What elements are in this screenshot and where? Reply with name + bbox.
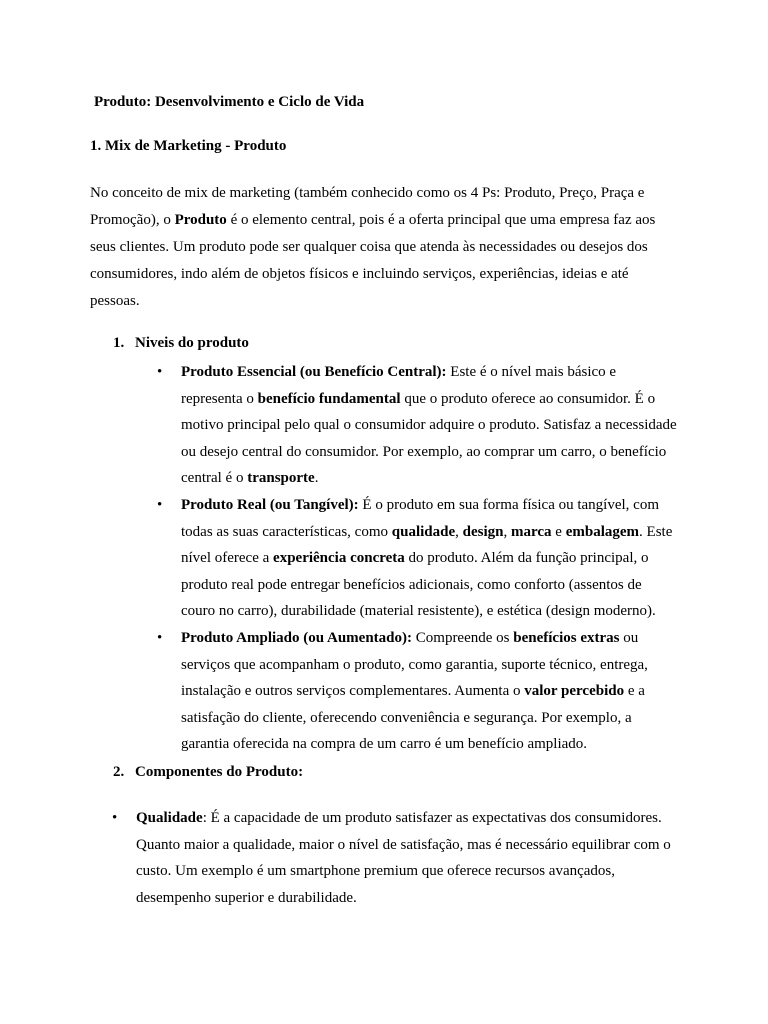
item-bold: qualidade bbox=[391, 523, 456, 540]
item-bold: transporte bbox=[247, 470, 315, 487]
list-heading-niveis bbox=[113, 333, 249, 353]
item-bold: valor percebido bbox=[524, 683, 625, 700]
item-term: Produto Essencial (ou Benefício Central): bbox=[181, 364, 447, 380]
list-heading-text: Componentes do Produto: bbox=[135, 764, 304, 780]
list-heading-text: Niveis do produto bbox=[135, 335, 249, 351]
intro-text-1: No conceito de mix de marketing (também conhecido como os 4 Ps: Produto, Preço, Praça e Promoção), o bbox=[90, 185, 645, 228]
list-item-produto-essencial bbox=[157, 359, 677, 492]
document-title: Produto: Desenvolvimento e Ciclo de Vida bbox=[94, 94, 365, 110]
intro-paragraph bbox=[90, 180, 670, 315]
item-bold: design bbox=[462, 523, 504, 540]
item-bold: benefícios extras bbox=[513, 629, 620, 646]
bullet-icon: • bbox=[157, 364, 163, 380]
item-text: que o produto oferece ao consumidor. É o motivo principal pelo qual o consumidor adquire o produto. Satisfaz a necessidade ou desejo central do consumidor. Por exemplo, ao comprar um carro, o benefício central é o bbox=[181, 390, 677, 487]
list-heading-componentes bbox=[113, 762, 303, 782]
item-text: . Este nível oferece a bbox=[181, 523, 673, 567]
item-term: Produto Ampliado (ou Aumentado): bbox=[181, 629, 413, 646]
item-text: ou serviços que acompanham o produto, como garantia, suporte técnico, entrega, instalação e outros serviços complementares. Aumenta o bbox=[181, 629, 648, 700]
list-number: 2. bbox=[113, 764, 125, 780]
niveis-bullet-list bbox=[157, 359, 677, 758]
section-heading-mix-marketing: 1. Mix de Marketing - Produto bbox=[90, 138, 287, 154]
intro-bold-produto: Produto bbox=[174, 212, 227, 228]
item-text: e a satisfação do cliente, oferecendo conveniência e segurança. Por exemplo, a garantia oferecida na compra de um carro é um benefício ampliado. bbox=[181, 683, 645, 753]
item-text: Este é o nível mais básico e representa o bbox=[181, 364, 617, 407]
list-item-produto-ampliado bbox=[157, 625, 677, 758]
item-text: É o produto em sua forma física ou tangível, com todas as suas características, como bbox=[181, 496, 659, 540]
item-text: Compreende os bbox=[412, 629, 514, 646]
item-bold: marca bbox=[511, 523, 552, 540]
item-text: , bbox=[503, 523, 511, 540]
item-bold: benefício fundamental bbox=[257, 390, 401, 407]
item-text: do produto. Além da função principal, o produto real pode entregar benefícios adicionais, como conforto (assentos de couro no carro), durabilidade (material resistente), e estética (design moderno). bbox=[181, 550, 656, 620]
item-text: . bbox=[314, 470, 319, 487]
item-text: e bbox=[551, 523, 566, 540]
item-text: , bbox=[455, 523, 463, 540]
item-bold: experiência concreta bbox=[273, 550, 405, 567]
item-term: Qualidade bbox=[136, 810, 203, 826]
item-text: : É a capacidade de um produto satisfazer as expectativas dos consumidores. Quanto maior a qualidade, maior o nível de satisfação, mas é necessário equilibrar com o custo. Um exemplo é um smartphone premium que oferece recursos avançados, desempenho superior e durabilidade. bbox=[136, 810, 671, 906]
list-item-produto-real bbox=[157, 492, 677, 625]
list-number: 1. bbox=[113, 335, 125, 351]
list-item-qualidade bbox=[112, 805, 681, 911]
intro-text-2: é o elemento central, pois é a oferta principal que uma empresa faz aos seus clientes. Um produto pode ser qualquer coisa que atenda às necessidades ou desejos dos consumidores, indo além de objetos físicos e incluindo serviços, experiências, ideias e até pessoas. bbox=[90, 212, 656, 309]
componentes-bullet-list bbox=[112, 805, 681, 911]
bullet-icon: • bbox=[112, 810, 118, 826]
item-bold: embalagem bbox=[565, 523, 640, 540]
bullet-icon: • bbox=[157, 496, 163, 513]
bullet-icon: • bbox=[157, 629, 163, 646]
item-term: Produto Real (ou Tangível): bbox=[181, 496, 359, 513]
